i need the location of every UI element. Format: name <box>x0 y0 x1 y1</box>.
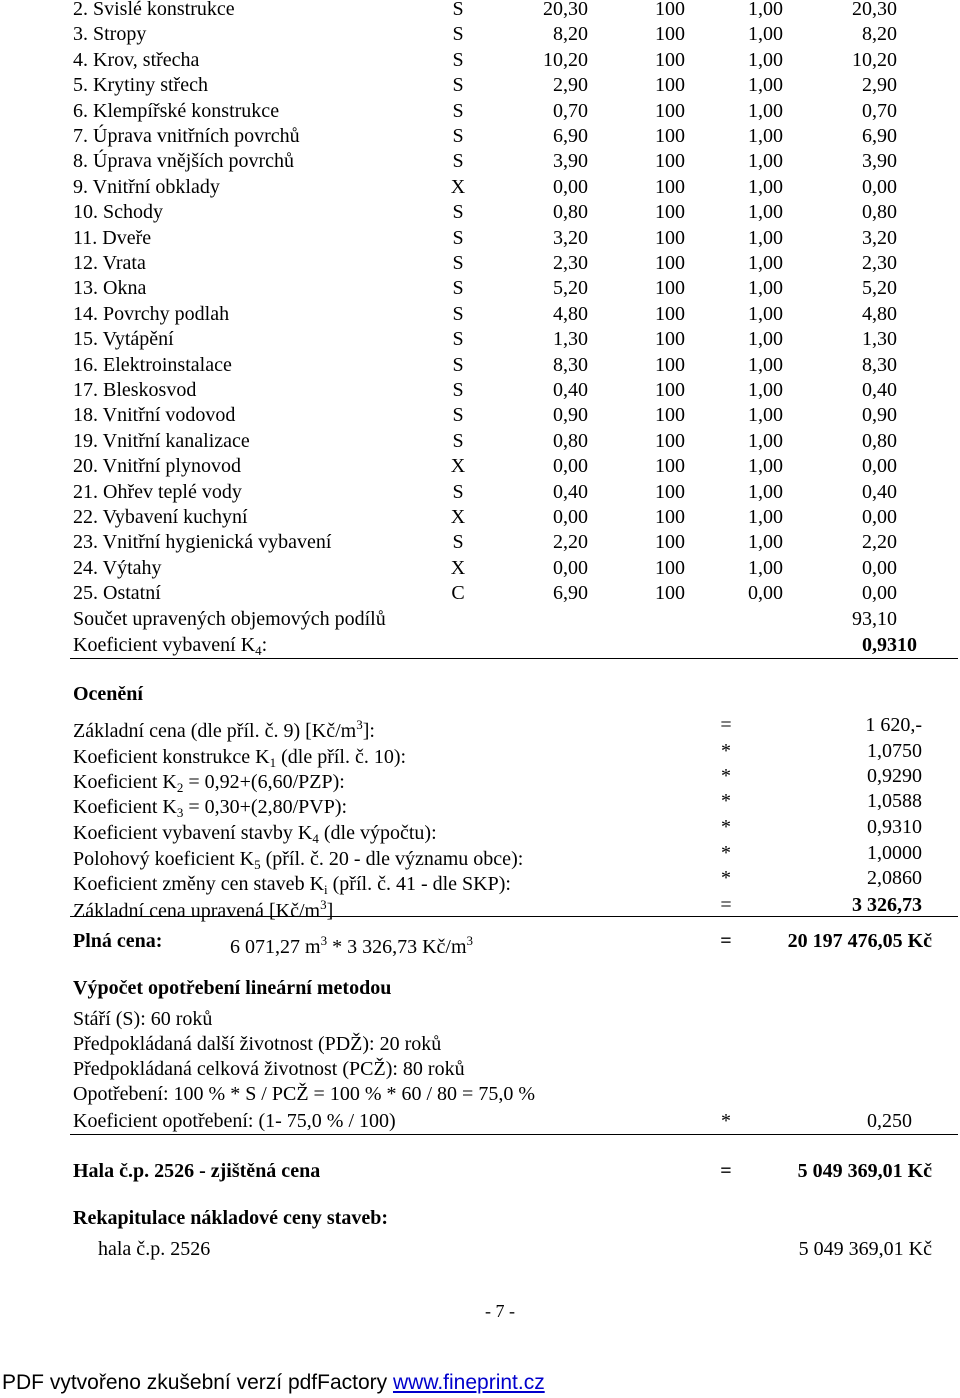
table-cell-pct: 100 <box>655 0 685 20</box>
table-cell-cls: C <box>451 582 465 605</box>
table-cell-coef: 1,00 <box>748 429 783 452</box>
table-cell-share: 2,20 <box>553 531 588 554</box>
opotr-coef-value: 0,250 <box>867 1110 912 1132</box>
table-cell-cls: S <box>452 23 464 46</box>
table-cell-name: 10. Schody <box>73 201 163 224</box>
table-cell-name: 19. Vnitřní kanalizace <box>73 429 250 452</box>
plna-label: Plná cena: <box>73 930 163 952</box>
table-cell-adj: 2,30 <box>862 252 897 274</box>
table-cell-adj: 3,20 <box>862 226 897 249</box>
table-cell-share: 10,20 <box>543 48 588 71</box>
table-cell-pct: 100 <box>655 150 685 173</box>
table-cell-pct: 100 <box>655 252 685 274</box>
table-cell-cls: X <box>450 506 466 528</box>
table-cell-coef: 1,00 <box>748 150 783 173</box>
table-cell-name: 16. Elektroinstalace <box>73 353 232 376</box>
table-cell-coef: 1,00 <box>748 328 783 351</box>
table-cell-name: 22. Vybavení kuchyní <box>73 506 248 528</box>
footer-text: PDF vytvořeno zkušební verzí pdfFactory <box>2 1371 393 1394</box>
table-cell-cls: S <box>452 48 464 71</box>
table-cell-pct: 100 <box>655 48 685 71</box>
ocen-line-label: Základní cena (dle příl. č. 9) $[Kč/m^3]$: <box>73 717 375 742</box>
table-cell-adj: 10,20 <box>852 48 897 71</box>
table-cell-pct: 100 <box>655 125 685 147</box>
table-cell-coef: 1,00 <box>748 125 783 147</box>
table-cell-adj: 0,00 <box>862 175 897 198</box>
ocen-line-label: Koeficient vybavení stavby $K_4$ (dle výpočtu): <box>73 822 437 846</box>
opotr-coef-label: Koeficient opotřebení: (1- 75,0 % / 100) <box>73 1110 396 1132</box>
table-cell-cls: S <box>452 404 464 427</box>
table-cell-name: 7. Úprava vnitřních povrchů <box>73 125 300 147</box>
table-cell-pct: 100 <box>655 531 685 554</box>
table-cell-share: 0,80 <box>553 201 588 224</box>
ocen-line-op: * <box>721 765 731 787</box>
table-cell-share: 8,20 <box>553 23 588 46</box>
table-cell-adj: 0,80 <box>862 201 897 224</box>
table-cell-cls: S <box>452 328 464 351</box>
ocen-line-value: 1 620,- <box>865 714 922 736</box>
table-cell-pct: 100 <box>655 582 685 605</box>
table-cell-name: 15. Vytápění <box>73 328 174 351</box>
table-cell-name: 3. Stropy <box>73 23 147 46</box>
table-cell-cls: S <box>452 252 464 274</box>
ocen-line-value: 2,0860 <box>867 867 922 889</box>
table-cell-coef: 1,00 <box>748 175 783 198</box>
table-cell-coef: 1,00 <box>748 48 783 71</box>
table-cell-coef: 1,00 <box>748 201 783 224</box>
table-cell-pct: 100 <box>655 23 685 46</box>
pdf-footer <box>2 1371 545 1395</box>
table-cell-adj: 8,20 <box>862 23 897 46</box>
ocen-heading: Ocenění <box>73 683 143 705</box>
table-cell-coef: 1,00 <box>748 302 783 325</box>
table-cell-share: 0,40 <box>553 379 588 401</box>
ocen-rule <box>70 916 958 917</box>
table-cell-name: 21. Ohřev teplé vody <box>73 480 242 503</box>
table-cell-name: 23. Vnitřní hygienická vybavení <box>73 531 332 554</box>
table-cell-share: 0,00 <box>553 175 588 198</box>
rekap-item: hala č.p. 2526 <box>98 1238 211 1260</box>
opotr-line: Předpokládaná celková životnost (PCŽ): 80 roků <box>73 1058 465 1080</box>
table-cell-adj: 2,20 <box>862 531 897 554</box>
ocen-line-op: = <box>720 714 732 736</box>
table-cell-adj: 0,90 <box>862 404 897 427</box>
table-cell-adj: 3,90 <box>862 150 897 173</box>
table-cell-pct: 100 <box>655 74 685 97</box>
table-cell-name: 18. Vnitřní vodovod <box>73 404 236 427</box>
table-cell-name: 24. Výtahy <box>73 556 162 579</box>
ocen-line-value: 1,0750 <box>867 740 922 762</box>
table-cell-share: 0,00 <box>553 455 588 478</box>
table-cell-adj: 0,70 <box>862 99 897 122</box>
ocen-line-value: 0,9310 <box>867 816 922 838</box>
table-cell-share: 0,00 <box>553 506 588 528</box>
sum-value: 93,10 <box>852 608 897 630</box>
plna-op: = <box>720 930 732 952</box>
k4-label: Koeficient vybavení $K_4$: <box>73 634 268 658</box>
table-cell-pct: 100 <box>655 99 685 122</box>
table-cell-coef: 1,00 <box>748 455 783 478</box>
hala-value: 5 049 369,01 Kč <box>797 1160 932 1182</box>
table-cell-coef: 1,00 <box>748 531 783 554</box>
table-cell-adj: 20,30 <box>852 0 897 20</box>
ocen-line-op: * <box>721 816 731 838</box>
table-cell-name: 2. Svislé konstrukce <box>73 0 235 20</box>
table-cell-adj: 5,20 <box>862 277 897 300</box>
opotr-line: Předpokládaná další životnost (PDŽ): 20 roků <box>73 1033 442 1055</box>
ocen-line-label: Koeficient $K_3 = 0,30+(2,80/PVP)$: <box>73 796 348 820</box>
table-cell-cls: X <box>450 175 466 198</box>
table-cell-share: 6,90 <box>553 125 588 147</box>
table-cell-share: 0,00 <box>553 556 588 579</box>
table-cell-adj: 0,00 <box>862 582 897 605</box>
page-number: - 7 - <box>485 1301 515 1321</box>
ocen-line-label: Základní cena upravená $[Kč/m^3]$ <box>73 897 334 922</box>
ocen-line-op: * <box>721 842 731 864</box>
table-cell-coef: 1,00 <box>748 277 783 300</box>
hala-label: Hala č.p. 2526 - zjištěná cena <box>73 1160 321 1182</box>
ocen-line-label: Koeficient změny cen staveb $K_i$ (příl. č. 41 - dle SKP): <box>73 873 511 897</box>
footer-link[interactable]: www.fineprint.cz <box>392 1371 545 1394</box>
table-cell-cls: S <box>452 99 464 122</box>
table-cell-coef: 1,00 <box>748 556 783 579</box>
table-cell-name: 6. Klempířské konstrukce <box>73 99 280 122</box>
table-cell-share: 20,30 <box>543 0 588 20</box>
table-cell-share: 8,30 <box>553 353 588 376</box>
ocen-line-op: = <box>720 894 732 916</box>
table-cell-share: 0,90 <box>553 404 588 427</box>
table-cell-pct: 100 <box>655 404 685 427</box>
table-cell-cls: X <box>450 556 466 579</box>
table-cell-cls: S <box>452 531 464 554</box>
table-cell-share: 1,30 <box>553 328 588 351</box>
table-cell-adj: 8,30 <box>862 353 897 376</box>
table-cell-share: 3,90 <box>553 150 588 173</box>
ocen-line-label: Koeficient $K_2 = 0,92+(6,60/PZP)$: <box>73 771 345 795</box>
opotr-line: Opotřebení: 100 % * S / PCŽ = 100 % * 60 / 80 = 75,0 % <box>73 1083 535 1105</box>
table-cell-pct: 100 <box>655 201 685 224</box>
hala-op: = <box>720 1160 732 1182</box>
table-cell-cls: S <box>452 125 464 147</box>
table-cell-pct: 100 <box>655 226 685 249</box>
sum-label: Součet upravených objemových podílů <box>73 608 386 630</box>
ocen-line-label: Polohový koeficient $K_5$ (příl. č. 20 - dle významu obce): <box>73 848 524 872</box>
table-cell-share: 0,80 <box>553 429 588 452</box>
table-cell-pct: 100 <box>655 429 685 452</box>
table-cell-share: 4,80 <box>553 302 588 325</box>
table-cell-name: 9. Vnitřní obklady <box>73 175 220 198</box>
ocen-line-label: Koeficient konstrukce $K_1$ (dle příl. č. 10): <box>73 746 407 770</box>
table-cell-pct: 100 <box>655 277 685 300</box>
opotr-rule <box>70 1134 958 1135</box>
table-cell-adj: 4,80 <box>862 302 897 325</box>
table-cell-cls: S <box>452 379 464 401</box>
ocen-line-value: 1,0588 <box>867 790 922 812</box>
table-cell-adj: 6,90 <box>862 125 897 147</box>
ocen-line-value: 1,0000 <box>867 842 922 864</box>
ocen-line-value: 3 326,73 <box>852 894 922 916</box>
plna-formula: 6 071,27 $m^3 * 3$ 326,73 $Kč/m^3$ <box>230 933 473 958</box>
table-cell-cls: S <box>452 150 464 173</box>
k4-value: 0,9310 <box>862 634 917 656</box>
table-cell-cls: S <box>452 302 464 325</box>
table-cell-coef: 0,00 <box>748 582 783 605</box>
plna-value: 20 197 476,05 Kč <box>787 930 932 952</box>
table-cell-adj: 0,00 <box>862 455 897 478</box>
opotr-coef-op: * <box>721 1110 731 1132</box>
table-cell-coef: 1,00 <box>748 252 783 274</box>
table-cell-share: 3,20 <box>553 226 588 249</box>
table-cell-share: 6,90 <box>553 582 588 605</box>
table-cell-cls: S <box>452 0 464 20</box>
table-cell-pct: 100 <box>655 455 685 478</box>
table-cell-pct: 100 <box>655 506 685 528</box>
table-cell-cls: S <box>452 480 464 503</box>
table-cell-name: 25. Ostatní <box>73 582 161 605</box>
table-cell-share: 0,70 <box>553 99 588 122</box>
opotr-heading: Výpočet opotřebení lineární metodou <box>73 977 392 999</box>
table-cell-adj: 0,80 <box>862 429 897 452</box>
table-cell-share: 5,20 <box>553 277 588 300</box>
table-cell-cls: S <box>452 353 464 376</box>
table-cell-coef: 1,00 <box>748 99 783 122</box>
table-cell-share: 2,90 <box>553 74 588 97</box>
table-cell-cls: S <box>452 226 464 249</box>
table-cell-adj: 2,90 <box>862 74 897 97</box>
table-cell-coef: 1,00 <box>748 404 783 427</box>
ocen-line-op: * <box>721 740 731 762</box>
table-cell-name: 4. Krov, střecha <box>73 48 200 71</box>
table-cell-coef: 1,00 <box>748 379 783 401</box>
table-cell-coef: 1,00 <box>748 74 783 97</box>
table-cell-pct: 100 <box>655 556 685 579</box>
table-cell-adj: 0,40 <box>862 379 897 401</box>
table-cell-adj: 0,00 <box>862 556 897 579</box>
table-cell-name: 8. Úprava vnějších povrchů <box>73 150 295 173</box>
k4-rule <box>70 658 958 659</box>
ocen-line-value: 0,9290 <box>867 765 922 787</box>
opotr-line: Stáří (S): 60 roků <box>73 1008 213 1030</box>
table-cell-name: 20. Vnitřní plynovod <box>73 455 241 478</box>
table-cell-coef: 1,00 <box>748 0 783 20</box>
rekap-heading: Rekapitulace nákladové ceny staveb: <box>73 1207 388 1229</box>
table-cell-adj: 1,30 <box>862 328 897 351</box>
table-cell-pct: 100 <box>655 175 685 198</box>
table-cell-pct: 100 <box>655 379 685 401</box>
table-cell-name: 17. Bleskosvod <box>73 379 197 401</box>
table-cell-pct: 100 <box>655 328 685 351</box>
table-cell-cls: X <box>450 455 466 478</box>
table-cell-share: 2,30 <box>553 252 588 274</box>
table-cell-cls: S <box>452 277 464 300</box>
table-cell-adj: 0,00 <box>862 506 897 528</box>
table-cell-name: 14. Povrchy podlah <box>73 302 230 325</box>
ocen-line-op: * <box>721 867 731 889</box>
table-cell-coef: 1,00 <box>748 480 783 503</box>
table-cell-cls: S <box>452 429 464 452</box>
table-cell-name: 11. Dveře <box>73 226 152 249</box>
table-cell-coef: 1,00 <box>748 353 783 376</box>
ocen-line-op: * <box>721 790 731 812</box>
table-cell-pct: 100 <box>655 353 685 376</box>
table-cell-name: 5. Krytiny střech <box>73 74 208 97</box>
table-cell-pct: 100 <box>655 302 685 325</box>
table-cell-coef: 1,00 <box>748 23 783 46</box>
table-cell-pct: 100 <box>655 480 685 503</box>
table-cell-share: 0,40 <box>553 480 588 503</box>
rekap-value: 5 049 369,01 Kč <box>798 1238 932 1260</box>
table-cell-adj: 0,40 <box>862 480 897 503</box>
table-cell-cls: S <box>452 74 464 97</box>
table-cell-coef: 1,00 <box>748 506 783 528</box>
table-cell-cls: S <box>452 201 464 224</box>
table-cell-name: 13. Okna <box>73 277 147 300</box>
table-cell-coef: 1,00 <box>748 226 783 249</box>
table-cell-name: 12. Vrata <box>73 252 146 274</box>
